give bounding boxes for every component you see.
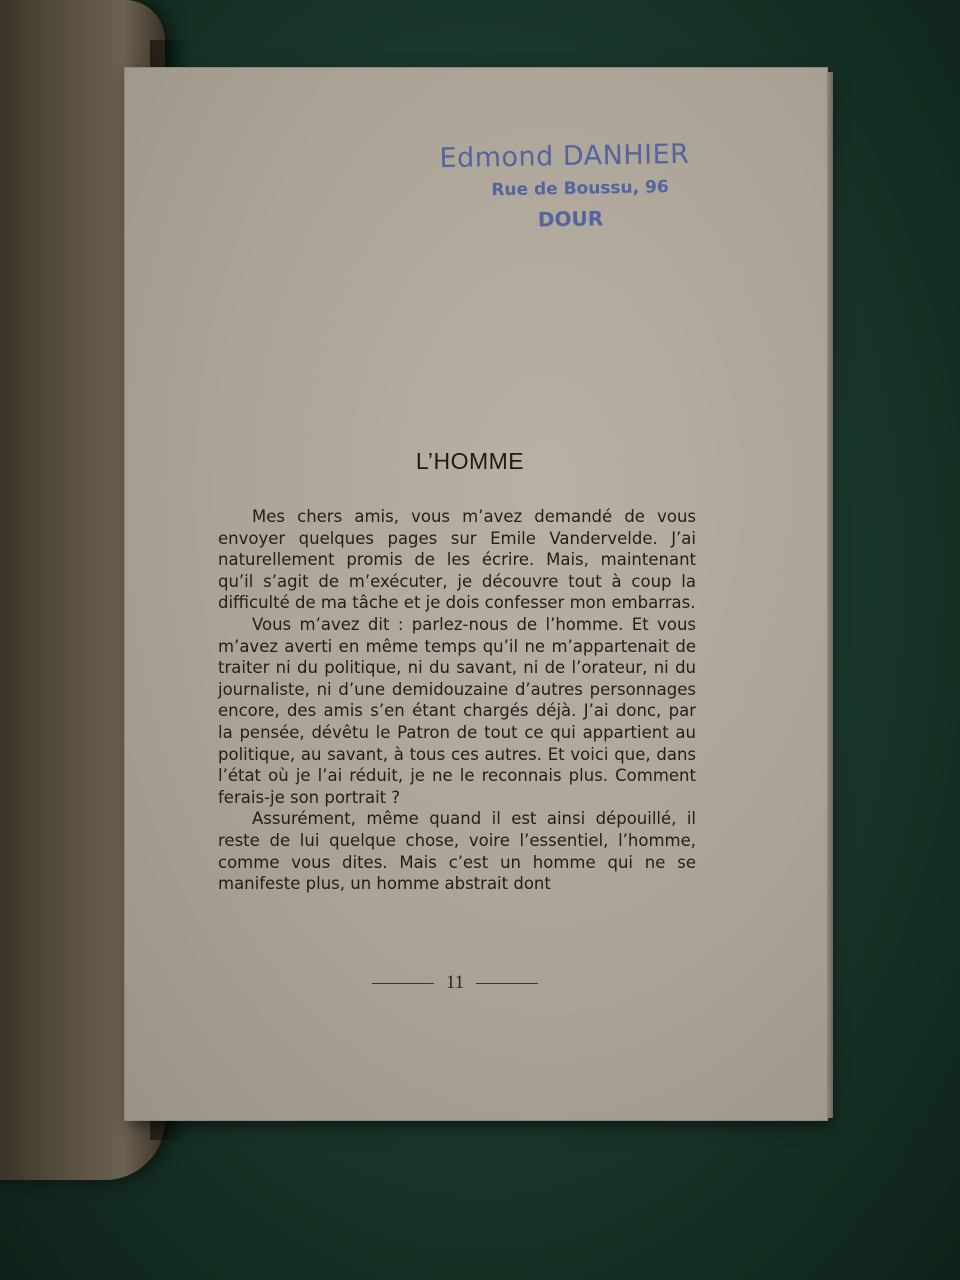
- stamp-street: Rue de Boussu, 96: [491, 177, 669, 201]
- owner-stamp: [414, 137, 716, 236]
- page-number: 11: [445, 972, 465, 993]
- paragraph: Vous m’avez dit : parlez-nous de l’homme. Et vous m’avez averti en même temps qu’il ne m’appartenait de traiter ni du politique, ni du savant, ni de l’orateur, ni du journaliste, ni d’une demidouzaine d’autres personnages encore, des amis s’en étant chargés déjà. J’ai donc, par la pensée, dévêtu le Patron de tout ce qui appartient au politique, au savant, à tous ces autres. Et voici que, dans l’état où je l’ai réduit, je ne le reconnais plus. Comment ferais-je son portrait ?: [218, 614, 696, 807]
- stamp-city: DOUR: [537, 206, 604, 232]
- right-page: [125, 68, 827, 1120]
- page-edge: [827, 72, 833, 1118]
- footer-rule-right: [476, 983, 538, 984]
- paragraph: Mes chers amis, vous m’avez demandé de vous envoyer quelques pages sur Emile Vandervelde. J’ai naturellement promis de les écrire. Mais, maintenant qu’il s’agit de m’exécuter, je découvre tout à coup la difficulté de ma tâche et je dois confesser mon embarras.: [218, 507, 696, 613]
- body-text: [218, 506, 696, 895]
- paragraph: Assurément, même quand il est ainsi dépouillé, il reste de lui quelque chose, voire l’essentiel, l’homme, comme vous dites. Mais c’est un homme qui ne se manifeste plus, un homme abstrait dont: [218, 809, 696, 894]
- page-footer: [365, 972, 545, 994]
- footer-rule-left: [372, 983, 434, 984]
- stamp-name: Edmond DANHIER: [439, 138, 690, 175]
- chapter-title: L’HOMME: [415, 448, 525, 474]
